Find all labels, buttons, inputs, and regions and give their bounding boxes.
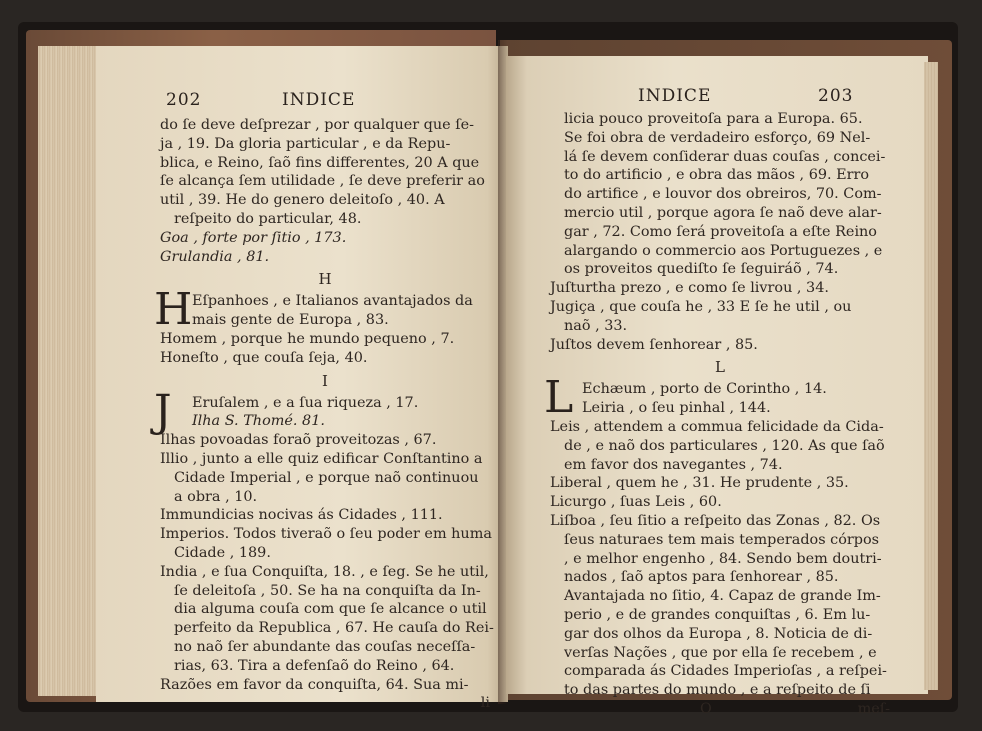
index-entry-honesto: Honeſto , que couſa ſeja, 40.: [160, 349, 368, 366]
left-page-edges: [38, 46, 100, 696]
index-line: Eruſalem , e a ſua riqueza , 17.: [192, 394, 419, 411]
index-line: naõ , 33.: [564, 317, 628, 334]
left-page-number: 202: [166, 90, 202, 110]
index-line: do artifice , e louvor dos obreiros, 70. Com-: [564, 186, 882, 203]
signature-mark: O: [700, 700, 712, 717]
index-line: to das partes do mundo , e a reſpeito de ſi: [564, 682, 871, 699]
dropcap-l: L: [544, 372, 574, 424]
right-page-edges: [924, 62, 938, 690]
index-line: Licurgo , ſuas Leis , 60.: [550, 494, 722, 511]
index-line: em favor dos navegantes , 74.: [564, 456, 783, 473]
right-page: [506, 56, 928, 717]
index-line: , e melhor engenho , 84. Sendo bem doutri-: [564, 550, 882, 567]
index-line: reſpeito do particular, 48.: [174, 210, 362, 227]
index-line: ſe deleitoſa , 50. Se ha na conquiſta da In-: [174, 582, 481, 599]
index-line: de , e naõ dos particulares , 120. As que ſaõ: [564, 437, 885, 454]
index-line: no naõ ſer abundante das couſas neceſſa-: [174, 638, 476, 655]
index-line: India , e ſua Conquiſta, 18. , e ſeg. Se he util,: [160, 563, 489, 580]
index-line: Immundicias nocivas ás Cidades , 111.: [160, 507, 443, 524]
index-entry-justos: Juſtos devem ſenhorear , 85.: [550, 336, 758, 353]
dropcap-h: H: [154, 284, 193, 336]
section-i-entries: [154, 385, 494, 714]
index-line: gar dos olhos da Europa , 8. Noticia de di-: [564, 625, 873, 642]
index-line: mais gente de Europa , 83.: [192, 312, 389, 329]
index-entry-goa: Goa , forte por ſitio , 173.: [160, 229, 347, 246]
index-line: ſeus naturaes tem mais temperados córpos: [564, 531, 880, 548]
index-entry-jugica: Jugiça , que couſa he , 33 E ſe he util , ou: [550, 298, 852, 315]
index-line: ja , 19. Da gloria particular , e da Repu-: [160, 135, 451, 152]
dropcap-j: J: [154, 385, 172, 437]
left-running-title: INDICE: [282, 90, 356, 110]
index-line: Leiria , o ſeu pinhal , 144.: [582, 400, 771, 417]
index-line: Imperios. Todos tiveraõ o ſeu poder em huma: [160, 526, 492, 543]
right-catchword: meſ-: [857, 700, 890, 717]
index-line: Illio , junto a elle quiz edificar Conſtantino a: [160, 450, 483, 467]
index-line: Echæum , porto de Corintho , 14.: [582, 381, 827, 398]
index-line: gar , 72. Como ſerá proveitoſa a eſte Reino: [564, 223, 877, 240]
index-line: Cidade , 189.: [174, 544, 271, 561]
index-entry-grulandia: Grulandia , 81.: [160, 248, 270, 265]
index-line: nados , ſaõ aptos para ſenhorear , 85.: [564, 569, 839, 586]
index-entry-homem: Homem , porque he mundo pequeno , 7.: [160, 330, 455, 347]
section-h-entries: [154, 284, 490, 367]
index-line: comparada ás Cidades Imperioſas , a reſpei-: [564, 663, 887, 680]
index-line: Ilhas povoadas foraõ proveitozas , 67.: [160, 432, 437, 449]
left-text-block: [154, 116, 494, 713]
index-entry-justurtha: Juſturtha prezo , e como ſe livrou , 34.: [550, 280, 829, 297]
index-line: perio , e de grandes conquiſtas , 6. Em lu-: [564, 606, 871, 623]
index-line: os proveitos quediſto ſe ſeguiráõ , 74.: [564, 261, 839, 278]
index-line: to do artificio , e obra das mãos , 69. Erro: [564, 167, 870, 184]
index-line: blica, e Reino, ſaõ fins differentes, 20 A que: [160, 154, 480, 171]
left-page: [96, 46, 508, 712]
right-page-footer: [550, 700, 890, 720]
right-running-title: INDICE: [638, 86, 712, 106]
index-line: licia pouco proveitoſa para a Europa. 65.: [564, 111, 863, 127]
index-line: lá ſe devem conſiderar duas couſas , concei-: [564, 148, 886, 165]
index-line: ſe alcança ſem utilidade , ſe deve preferir ao: [160, 173, 485, 190]
index-line: rias, 63. Tira a defenſaõ do Reino , 64.: [174, 657, 455, 674]
index-line: alargando o commercio aos Portuguezes , e: [564, 242, 883, 259]
index-line: Liſboa , ſeu ſitio a reſpeito das Zonas , 82. Os: [550, 512, 881, 529]
index-line: do ſe deve deſprezar , por qualquer que ſe-: [160, 117, 474, 133]
index-line: Eſpanhoes , e Italianos avantajados da: [192, 293, 473, 310]
index-line: dia alguma couſa com que ſe alcance o util: [174, 601, 487, 618]
index-line: Cidade Imperial , e porque naõ continuou: [174, 469, 479, 486]
index-line: Avantajada no ſitio, 4. Capaz de grande Im-: [564, 588, 881, 605]
index-line: verſas Nações , que por ella ſe recebem , e: [564, 644, 877, 661]
index-line: Ilha S. Thomé. 81.: [192, 413, 325, 430]
index-line: util , 39. He do genero deleitoſo , 40. A: [160, 192, 445, 209]
index-line: Liberal , quem he , 31. He prudente , 35.: [550, 475, 849, 492]
right-page-number: 203: [818, 86, 854, 106]
index-line: Razões em favor da conquiſta, 64. Sua mi-: [160, 676, 469, 693]
index-line: Se foi obra de verdadeiro esforço, 69 Nel-: [564, 129, 871, 146]
section-letter-l: L: [715, 358, 725, 377]
section-letter-h: H: [318, 270, 332, 289]
index-line: mercio util , porque agora ſe naõ deve alar-: [564, 204, 882, 221]
index-line: Leis , attendem a commua felicidade da Cida-: [550, 418, 884, 435]
section-l-entries: [544, 372, 890, 720]
left-catchword: li: [480, 695, 490, 712]
right-text-block: [544, 110, 890, 720]
index-line: perfeito da Republica , 67. He cauſa do Rei-: [174, 620, 494, 637]
index-line: a obra , 10.: [174, 488, 258, 505]
section-letter-i: I: [322, 371, 328, 390]
